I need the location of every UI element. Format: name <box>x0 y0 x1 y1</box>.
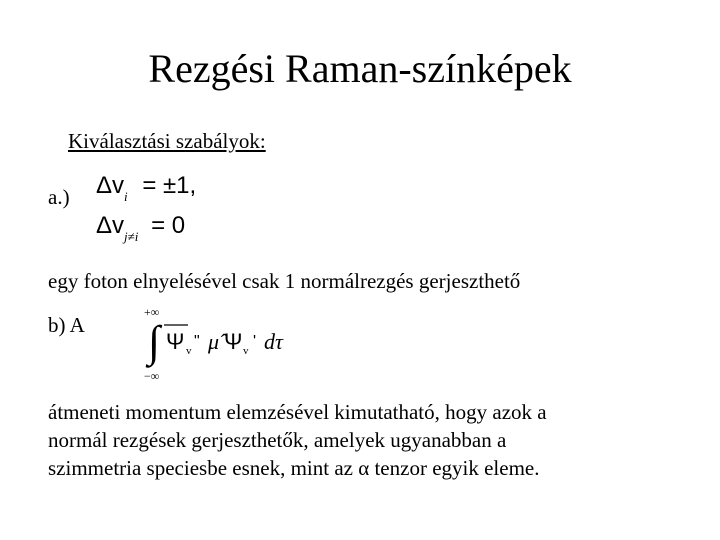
slide-title: Rezgési Raman-színképek <box>148 46 572 91</box>
delta-v: Δv <box>96 172 125 199</box>
double-prime: " <box>194 333 200 350</box>
rule-a-label: a.) <box>48 185 70 209</box>
eq1-subscript: i <box>124 189 128 204</box>
d-tau: dτ <box>264 329 283 354</box>
rule-b-label: b) A <box>48 313 85 337</box>
paragraph-line: szimmetria speciesbe esnek, mint az α tenzor egyik eleme. <box>48 456 540 480</box>
transition-moment-integral <box>136 304 326 382</box>
delta-v: Δv <box>96 212 125 239</box>
eq2-subscript: j≠i <box>124 229 139 244</box>
polarizability-operator: μ̂ <box>208 329 220 354</box>
rule-a-explanation: egy foton elnyelésével csak 1 normálrezgés gerjeszthető <box>48 269 521 293</box>
psi-initial: Ψ <box>224 329 243 354</box>
rule-a-equation-1 <box>96 172 196 211</box>
selection-rules-heading: Kiválasztási szabályok: <box>68 129 266 153</box>
psi-final: Ψ <box>166 329 185 354</box>
psi-final-sub: v <box>186 345 192 357</box>
rule-a-equation-2 <box>96 212 185 251</box>
eq1-rhs: = ±1, <box>142 172 197 199</box>
paragraph-line: normál rezgések gerjeszthetők, amelyek ugyanabban a <box>48 428 507 452</box>
single-prime: ' <box>253 333 257 350</box>
eq2-rhs: = 0 <box>151 212 186 239</box>
paragraph-line: átmeneti momentum elemzésével kimutatható, hogy azok a <box>48 400 547 424</box>
integral-sign: ∫ <box>148 317 161 366</box>
integral-upper-limit: +∞ <box>144 305 160 319</box>
psi-initial-sub: v <box>243 345 249 357</box>
explanation-paragraph <box>48 398 547 482</box>
integral-lower-limit: −∞ <box>144 369 160 382</box>
